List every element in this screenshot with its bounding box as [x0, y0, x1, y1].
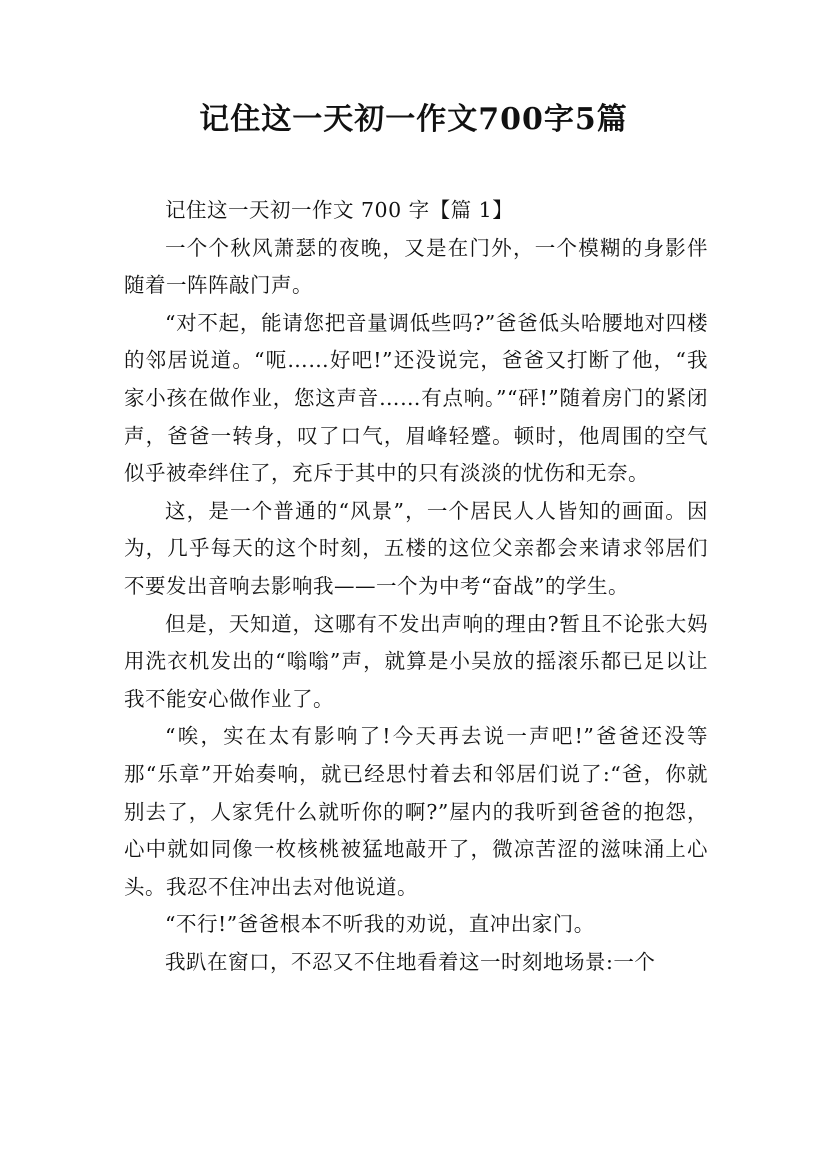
document-body [124, 192, 708, 981]
paragraph: 一个个秋风萧瑟的夜晚，又是在门外，一个模糊的身影伴随着一阵阵敲门声。 [124, 235, 708, 298]
paragraph: 这，是一个普通的“风景”，一个居民人人皆知的画面。因为，几乎每天的这个时刻，五楼的这位父亲都会来请求邻居们不要发出音响去影响我——一个为中考“奋战”的学生。 [124, 498, 708, 598]
paragraph: 但是，天知道，这哪有不发出声响的理由?暂且不论张大妈用洗衣机发出的“嗡嗡”声，就算是小吴放的摇滚乐都已足以让我不能安心做作业了。 [124, 611, 708, 711]
paragraph: 我趴在窗口，不忍又不住地看着这一时刻地场景:一个 [165, 949, 656, 974]
paragraph: “对不起，能请您把音量调低些吗?”爸爸低头哈腰地对四楼的邻居说道。“呃……好吧!”还没说完，爸爸又打断了他，“我家小孩在做作业，您这声音……有点响。”“砰!”随着房门的紧闭声，爸爸一转身，叹了口气，眉峰轻蹙。顿时，他周围的空气似乎被牵绊住了，充斥于其中的只有淡淡的忧伤和无奈。 [124, 310, 708, 486]
section-heading: 记住这一天初一作文 700 字【篇 1】 [165, 198, 514, 222]
paragraph: “唉，实在太有影响了!今天再去说一声吧!”爸爸还没等那“乐章”开始奏响，就已经思忖着去和邻居们说了:“爸，你就别去了，人家凭什么就听你的啊?”屋内的我听到爸爸的抱怨，心中就如同像一枚核桃被猛地敲开了，微凉苦涩的滋味涌上心头。我忍不住冲出去对他说道。 [124, 724, 708, 899]
paragraph: “不行!”爸爸根本不听我的劝说，直冲出家门。 [165, 912, 595, 937]
document-title: 记住这一天初一作文700字5篇 [199, 102, 628, 137]
